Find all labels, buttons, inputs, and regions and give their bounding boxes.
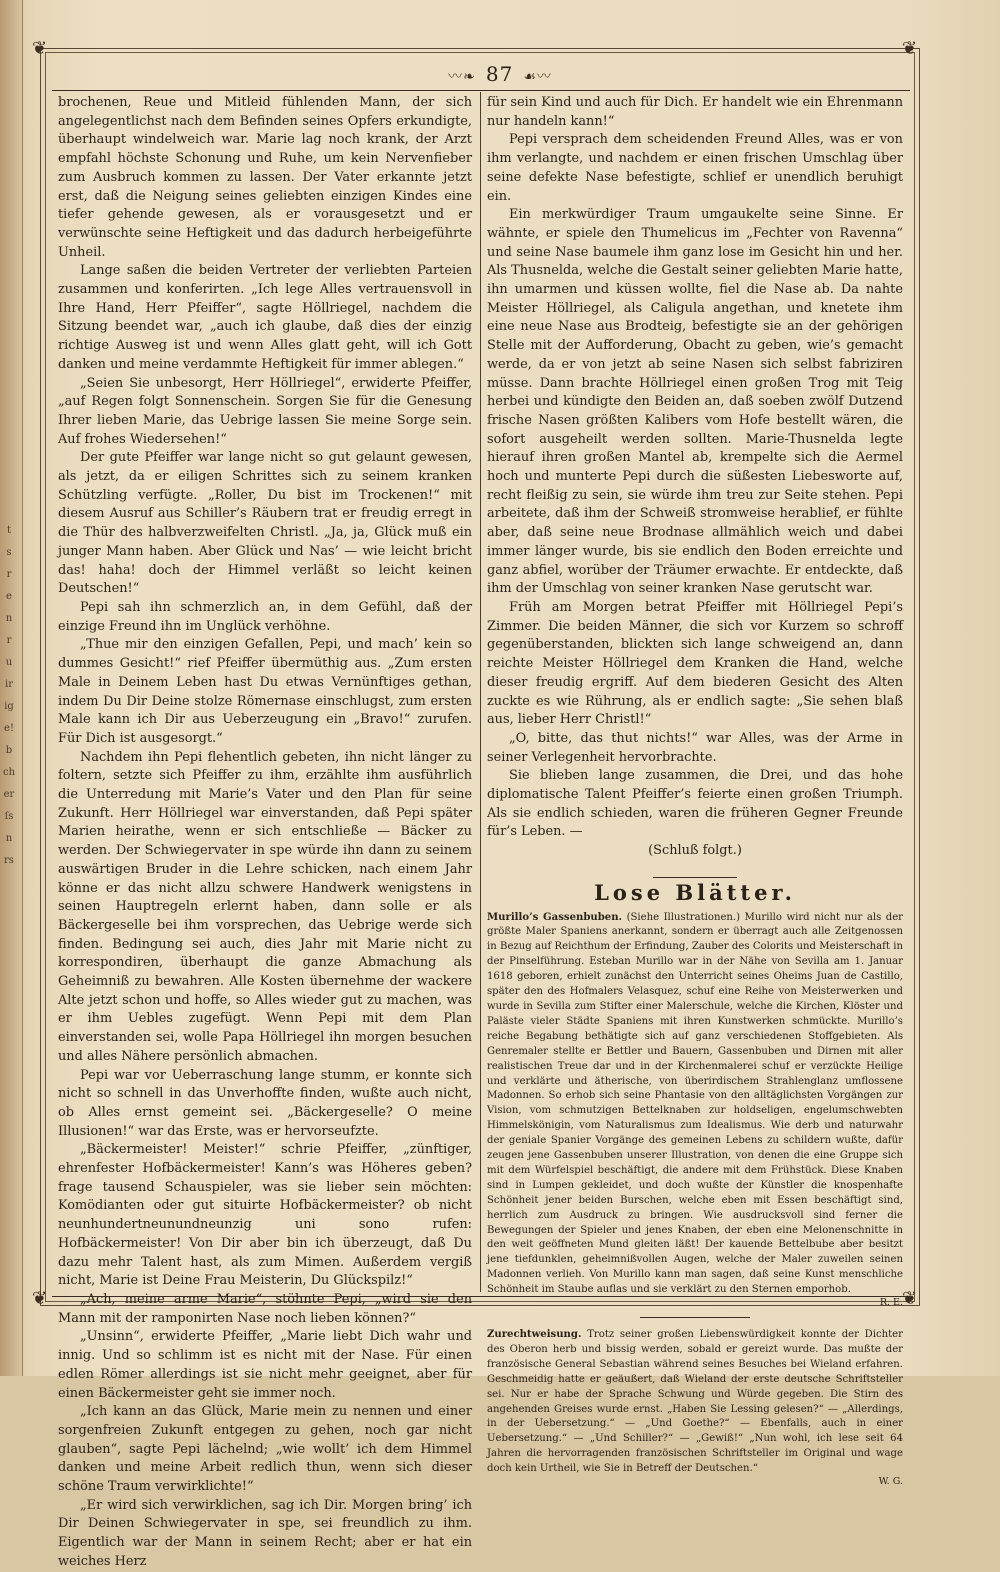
- margin-fragment: n: [5, 833, 13, 844]
- paragraph: Pepi versprach dem scheidenden Freund Alles, was er von ihm verlangte, und nachdem er einen frischen Umschlag über seine defekte Nase befestigte, schlief er unendlich beruhigt ein.: [487, 132, 903, 204]
- corner-ornament-icon: ❦: [32, 1288, 48, 1309]
- margin-fragment: t: [6, 525, 12, 536]
- flourish-left-icon: 〰❧: [448, 69, 476, 85]
- article-divider: [640, 1317, 750, 1318]
- section-title: Lose Blätter.: [594, 879, 796, 905]
- paragraph: Pepi sah ihn schmerzlich an, in dem Gefühl, daß der einzige Freund ihn im Unglück verhöhne.: [58, 599, 472, 634]
- paragraph: Pepi war vor Ueberraschung lange stumm, er konnte sich nicht so schnell in das Unverhoffte finden, wußte auch nicht, ob Alles ernst gemeint sei. „Bäckergeselle? O meine Illusionen!“ war das Erste, was er hervorseufzte.: [58, 1067, 472, 1139]
- paragraph: Früh am Morgen betrat Pfeiffer mit Höllriegel Pepi’s Zimmer. Die beiden Männer, die sich vor Kurzem so schroff gegenüberstanden, blickten sich lange schweigend an, dann reichte Meister Höllriegel dem Kranken die Hand, welche dieser freudig ergriff. Auf dem biederen Gesicht des Alten zuckte es wie Rührung, als er endlich sagte: „Sie sehen blaß aus, lieber Herr Christl!“: [487, 599, 903, 728]
- margin-fragment: u: [5, 657, 13, 668]
- margin-fragment: r: [6, 569, 12, 580]
- paragraph: Ein merkwürdiger Traum umgaukelte seine Sinne. Er wähnte, er spiele den Thumelicus im „Fechter von Ravenna“ und seine Nase baumele ihm ganz lose im Gesicht hin und her. Als Thusnelda, welche die Gestalt seiner geliebten Marie hatte, ihn umarmen und küssen wollte, fiel die Nase ab. Da nahte Meister Höllriegel, als Caligula angethan, und knetete ihm eine neue Nase aus Brodteig, befestigte sie an der gehörigen Stelle mit der Aufforderung, Obacht zu geben, wie’s gemacht werde, da er von jetzt ab seine Nasen sich selbst fabriziren müsse. Dann brachte Höllriegel einen großen Trog mit Teig herbei und kündigte den Beiden an, daß soeben zwölf Dutzend frische Nasen größten Kalibers vom Hofe bestellt wären, die sofort ausgeheilt werden sollten. Marie-Thusnelda legte hierauf ihren großen Mantel ab, krempelte sich die Aermel hoch und munterte Pepi durch die süßesten Liebesworte auf, recht fleißig zu sein, sie würde ihm treu zur Seite stehen. Pepi arbeitete, daß ihm der Schweiß stromweise herablief, er fühlte aber, daß seine neue Brodnase allmählich weich und dabei immer länger wurde, bis sie endlich den Boden erreichte und ganz abfiel, worüber der Träumer erwachte. Er entdeckte, daß ihm der Umschlag von seiner kranken Nase gerutscht war.: [487, 207, 903, 597]
- paragraph: „Er wird sich verwirklichen, sag ich Dir. Morgen bring’ ich Dir Deinen Schwiegervater in spe, sei freundlich zu ihm. Eigentlich war der Mann in seinem Recht; aber er hat ein weiches Herz: [58, 1497, 472, 1569]
- paragraph: brochenen, Reue und Mitleid fühlenden Mann, der sich angelegentlichst nach dem Befinden seines Opfers erkundigte, überhaupt windelweich war. Marie lag noch krank, der Arzt empfahl höchste Schonung und Ruhe, um kein Nervenfieber zum Ausbruch kommen zu lassen. Der Vater erkannte jetzt erst, daß die Neigung seines geliebten einzigen Kindes eine tiefer gehende gewesen, als er vorausgesetzt und er verwünschte seine Heftigkeit und das dadurch herbeigeführte Unheil.: [58, 95, 472, 260]
- paragraph: Lange saßen die beiden Vertreter der verliebten Parteien zusammen und konferirten. „Ich lege Alles vertrauensvoll in Ihre Hand, Herr Pfeiffer“, sagte Höllriegel, nachdem die Sitzung beendet war, „auch ich glaube, daß dies der einzig richtige Ausweg ist und wenn Alles glatt geht, will ich Gott danken und meine verdammte Heftigkeit für immer ablegen.“: [58, 263, 472, 372]
- margin-fragment: er: [3, 789, 15, 800]
- margin-fragment: ir: [5, 679, 13, 690]
- continuation-note: (Schluß folgt.): [648, 843, 742, 859]
- margin-fragment: e: [6, 591, 12, 602]
- margin-fragment: s: [6, 547, 12, 558]
- margin-fragment: ch: [2, 767, 16, 778]
- article-body: Trotz seiner großen Liebenswürdigkeit konnte der Dichter des Oberon herb und bissig werden, sobald er gereizt wurde. Das mußte der französische General Sebastian während seines Besuches bei Wieland erfahren. Geschmeidig hatte er geäußert, daß Wieland der erste deutsche Schriftsteller sei. Nur er habe der Sprache Schwung und Würde gegeben. Die Stirn des angehenden Greises wurde ernst. „Haben Sie Lessing gelesen?“ — „Allerdings, in der Uebersetzung.“ — „Und Goethe?“ — Ebenfalls, auch in einer Uebersetzung.“ — „Und Schiller?“ — „Gewiß!“ „Nun wohl, ich lese seit 64 Jahren die hervorragenden französischen Schriftsteller im Original und wage doch kein Urtheil, wie Sie in Betreff der Deutschen.“: [487, 1329, 903, 1475]
- page-header: [0, 62, 1000, 86]
- article-zurechtweisung: [487, 1328, 903, 1490]
- article-headline: Zurechtweisung.: [487, 1329, 582, 1340]
- margin-fragment: ig: [4, 701, 14, 712]
- margin-fragment: ſs: [4, 811, 14, 822]
- margin-fragment: b: [5, 745, 13, 756]
- corner-ornament-icon: ❦: [902, 1288, 918, 1309]
- article-headline: Murillo’s Gassenbuben.: [487, 911, 623, 923]
- section-divider: [653, 877, 737, 878]
- paragraph: Der gute Pfeiffer war lange nicht so gut gelaunt gewesen, als jetzt, da er eiligen Schrittes sich zu seinem kranken Schützling verfügte. „Roller, Du bist im Trockenen!“ mit diesem Ausruf aus Schiller’s Räubern trat er freudig erregt in die Thür des halbverzweifelten Christl. „Ja, ja, Glück muß ein junger Mann haben. Aber Glück und Nas’ — wie leicht bricht das! haha! doch der Himmel verläßt so leicht keinen Deutschen!“: [58, 450, 472, 597]
- header-rule: [52, 90, 910, 91]
- paragraph: für sein Kind und auch für Dich. Er handelt wie ein Ehrenmann nur handeln kann!“: [487, 95, 903, 129]
- corner-ornament-icon: ❦: [32, 38, 48, 59]
- paragraph: „Ach, meine arme Marie“, stöhnte Pepi, „wird sie den Mann mit der ramponirten Nase noch lieben können?“: [58, 1292, 472, 1326]
- paragraph: „Ich kann an das Glück, Marie mein zu nennen und einer sorgenfreien Zukunft entgegen zu gehen, noch gar nicht glauben“, sagte Pepi lächelnd; „wie wollt’ ich dem Himmel danken und meine Arbeit redlich thun, wenn sich dieser schöne Traum verwirklichte!“: [58, 1404, 472, 1495]
- article-murillo: [487, 911, 903, 1311]
- previous-page-fragments: [2, 520, 16, 872]
- right-column: [487, 94, 903, 1490]
- article-body: (Siehe Illustrationen.) Murillo wird nicht nur als der größte Maler Spaniens anerkannt, sondern er überragt auch alle Zeitgenossen in Bezug auf Reichthum der Erfindung, Zauber des Colorits und Meisterschaft in der Pinselführung. Esteban Murillo war in der Nähe von Sevilla am 1. Januar 1618 geboren, erhielt zunächst den Unterricht seines Oheims Juan de Castillo, später den des Hofmalers Velasquez, schuf eine Reihe von Meisterwerken und wurde in Sevilla zum Stifter einer Malerschule, welche die Kirchen, Klöster und Paläste vieler Städte Spaniens mit ihren Kunstwerken schmückte. Murillo’s reiche Begabung bethätigte sich auf ganz verschiedenen Stoffgebieten. Als Genremaler stellte er Bettler und Bauern, Gassenbuben und Dirnen mit aller realistischen Treue dar und in der Kirchenmalerei schuf er verzückte Heilige und verklärte und ätherische, von überirdischem Strahlenglanz umflossene Madonnen. So erhob sich seine Phantasie von den alltäglichsten Vorgängen zur Vision, vom schmutzigen Bettelknaben zur holdseligen, engelumschwebten Himmelskönigin, vom Naturalismus zum Idealismus. Wie derb und naturwahr der geniale Spanier Vorgänge des gemeinen Lebens zu schildern wußte, dafür zeugen jene Gassenbuben unserer Illustration, von denen die eine Gruppe sich mit dem Würfelspiel beschäftigt, die andere mit dem Frühstück. Diese Knaben sind in Lumpen gekleidet, und doch wußte der Künstler die knospenhafte Schönheit jener beiden Burschen, welche eben mit Essen beschäftigt sind, herrlich zum Ausdruck zu bringen. Wie ausdrucksvoll sind ferner die Bewegungen der Spieler und jenes Knaben, der eben eine Melonenschnitte in den weit geöffneten Mund gleiten läßt! Der kauende Bettelbube aber besitzt jene tiefdunklen, geheimnißvollen Augen, welche der Maler zuweilen seinen Madonnen verlieh. Von Murillo kann man sagen, daß seine Kunst menschliche Schönheit im Staube auflas und sie verklärt zu den Sternen emporhob.: [487, 911, 903, 1296]
- column-divider: [480, 92, 481, 1292]
- paragraph: „Thue mir den einzigen Gefallen, Pepi, und mach’ kein so dummes Gesicht!“ rief Pfeiffer übermüthig aus. „Zum ersten Male in Deinem Leben hast Du etwas Vernünftiges gethan, indem Du Dir Deine stolze Römernase einschlugst, zum ersten Male kann ich Dir aus Ueberzeugung ein „Bravo!“ zurufen. Für Dich ist ausgesorgt.“: [58, 637, 472, 746]
- paragraph: „Bäckermeister! Meister!“ schrie Pfeiffer, „zünftiger, ehrenfester Hofbäckermeister! Kann’s was Höheres geben? frage tausend Schauspieler, was sie lieber sein möchten: Komödianten oder gut situirte Hofbäckermeister? ob nicht neunhundertneunundneunzig uni sono rufen: Hofbäckermeister! Von Dir aber bin ich überzeugt, daß Du dazu mehr Talent hast, als zum Mimen. Außerdem vergiß nicht, Marie ist Deine Frau Meisterin, Du Glückspilz!“: [58, 1142, 472, 1289]
- article-signature: W. G.: [878, 1476, 903, 1488]
- paragraph: „Unsinn“, erwiderte Pfeiffer, „Marie liebt Dich wahr und innig. Und so schlimm ist es nicht mit der Nase. Für einen edlen Römer allerdings ist sie nicht mehr geeignet, aber für einen Bäckermeister geht sie immer noch.: [58, 1329, 472, 1401]
- flourish-right-icon: ☙〰: [523, 69, 552, 85]
- margin-fragment: rs: [4, 855, 14, 866]
- corner-ornament-icon: ❦: [902, 38, 918, 59]
- margin-fragment: n: [5, 613, 13, 624]
- margin-fragment: r: [6, 635, 12, 646]
- page-number: 87: [485, 62, 514, 86]
- bottom-rule: [52, 1296, 910, 1297]
- margin-fragment: e!: [4, 723, 14, 734]
- left-column: [58, 94, 472, 1572]
- paragraph: „Seien Sie unbesorgt, Herr Höllriegel“, erwiderte Pfeiffer, „auf Regen folgt Sonnenschein. Sorgen Sie für die Genesung Ihrer lieben Marie, das Uebrige lassen Sie meine Sorge sein. Auf frohes Wiedersehen!“: [58, 375, 472, 447]
- paragraph: Nachdem ihn Pepi flehentlich gebeten, ihn nicht länger zu foltern, setzte sich Pfeiffer zu ihm, erzählte ihm ausführlich die Unterredung mit Marie’s Vater und den Plan für seine Zukunft. Herr Höllriegel war einverstanden, daß Pepi später Marien heirathe, wenn er sich entschließe — Bäcker zu werden. Der Schwiegervater in spe würde ihn dann zu seinem auswärtigen Bruder in die Lehre schicken, nach einem Jahr könne er das nicht allzu schwere Handwerk wenigstens in seinen Hauptregeln erlernt haben, dann solle er als Bäckergeselle bei ihm vorsprechen, das Uebrige werde sich finden. Bedingung sei auch, dies Jahr mit Marie nicht zu korrespondiren, überhaupt die ganze Abmachung als Geheimniß zu bewahren. Alle Kosten übernehme der wackere Alte jetzt schon und hoffe, so Alles wieder gut zu machen, was er ihm Uebles zugefügt. Wenn Pepi mit dem Plan einverstanden sei, wolle Papa Höllriegel ihn morgen besuchen und alles Nähere persönlich abmachen.: [58, 749, 472, 1064]
- paragraph: Sie blieben lange zusammen, die Drei, und das hohe diplomatische Talent Pfeiffer’s feierte einen großen Triumph. Als sie endlich schieden, waren die früheren Gegner Freunde für’s Leben. —: [487, 768, 903, 840]
- paragraph: „O, bitte, das thut nichts!“ war Alles, was der Arme in seiner Verlegenheit hervorbrachte.: [487, 730, 903, 765]
- article-signature: R. E.: [879, 1297, 903, 1309]
